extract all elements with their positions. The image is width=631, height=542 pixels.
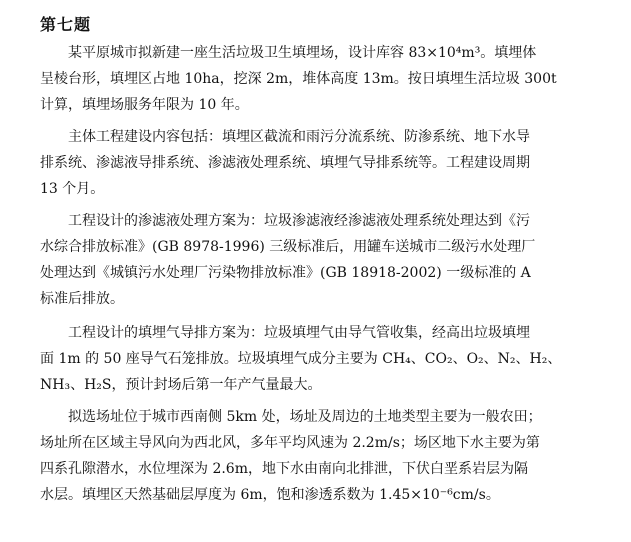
paragraph-line: 标准后排放。: [40, 291, 124, 307]
paragraph-line: 主体工程建设内容包括：填埋区截流和雨污分流系统、防渗系统、地下水导: [68, 129, 530, 145]
paragraph-3: [40, 208, 580, 312]
paragraph-line: 呈棱台形，填埋区占地 10ha，挖深 2m，堆体高度 13m。按日填埋生活垃圾 300t: [40, 71, 557, 87]
paragraph-line: 拟选场址位于城市西南侧 5km 处，场址及周边的土地类型主要为一般农田；: [68, 409, 542, 425]
paragraph-line: 工程设计的渗滤液处理方案为：垃圾渗滤液经渗滤液处理系统处理达到《污: [68, 213, 530, 229]
paragraph-line: 场址所在区域主导风向为西北风，多年平均风速为 2.2m/s；场区地下水主要为第: [40, 435, 540, 451]
paragraph-1: [40, 40, 580, 118]
paragraph-line: 计算，填埋场服务年限为 10 年。: [40, 97, 249, 113]
paragraph-line: 处理达到《城镇污水处理厂污染物排放标准》(GB 18918-2002) 一级标准的 A: [40, 265, 531, 281]
paragraph-4: [40, 320, 580, 398]
paragraph-line: 工程设计的填埋气导排方案为：垃圾填埋气由导气管收集，经高出垃圾填埋: [68, 325, 530, 341]
paragraph-5: [40, 404, 580, 508]
paragraph-line: 水综合排放标准》(GB 8978-1996) 三级标准后，用罐车送城市二级污水处理厂: [40, 239, 536, 255]
paragraph-line: 四系孔隙潜水，水位埋深为 2.6m，地下水由南向北排泄，下伏白垩系岩层为隔: [40, 461, 528, 477]
question-title: 第七题: [40, 15, 92, 34]
paragraph-line: 排系统、渗滤液导排系统、渗滤液处理系统、填埋气导排系统等。工程建设周期: [40, 155, 530, 171]
paragraph-line: 某平原城市拟新建一座生活垃圾卫生填埋场，设计库容 83×10⁴m³。填埋体: [68, 45, 537, 61]
paragraph-line: NH₃、H₂S，预计封场后第一年产气量最大。: [40, 377, 322, 393]
paragraph-line: 水层。填埋区天然基础层厚度为 6m，饱和渗透系数为 1.45×10⁻⁶cm/s。: [40, 487, 500, 503]
paragraph-line: 13 个月。: [40, 181, 105, 197]
paragraph-line: 面 1m 的 50 座导气石笼排放。垃圾填埋气成分主要为 CH₄、CO₂、O₂、N₂、H₂、: [40, 351, 562, 367]
paragraph-2: [40, 124, 580, 202]
